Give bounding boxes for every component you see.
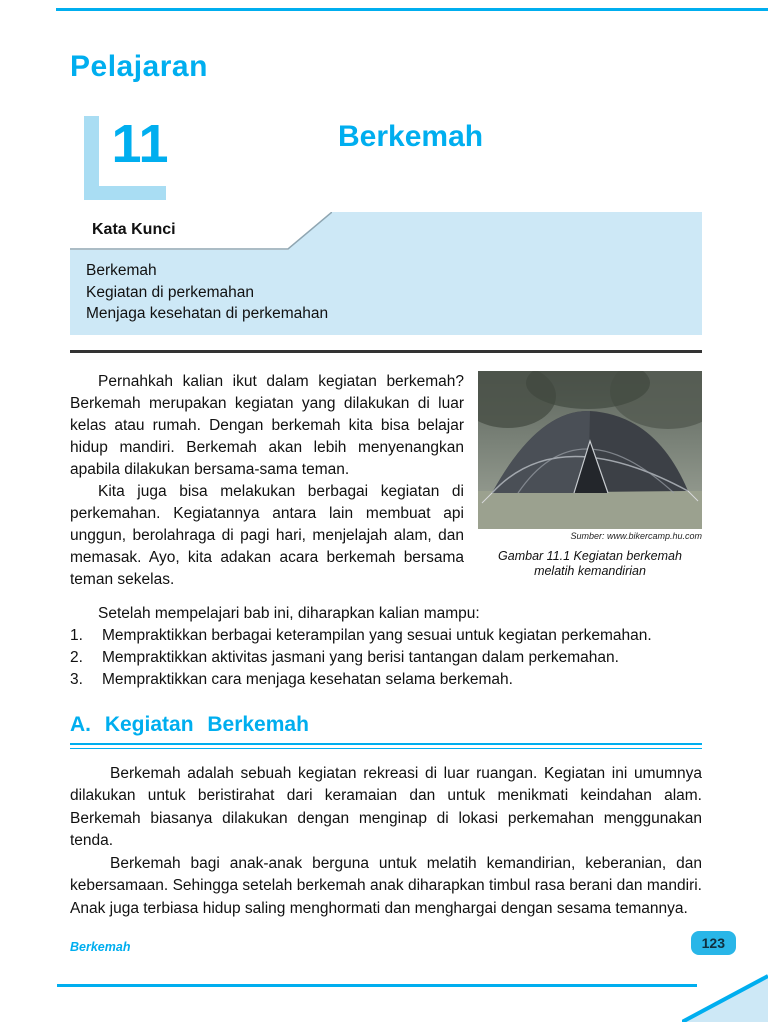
footer-chapter-label: Berkemah [70,940,131,954]
section-divider-rule [70,350,702,353]
objective-number: 2. [70,648,83,666]
figure-caption [478,549,702,579]
tent-photo [478,371,702,529]
figure-source: Sumber: www.bikercamp.hu.com [570,530,702,541]
keyword-item: Kegiatan di perkemahan [86,283,255,301]
figure-caption-line2: melatih kemandirian [534,563,646,578]
objective-text: Mempraktikkan cara menjaga kesehatan selama berkemah. [102,670,513,688]
objective-item [70,669,702,691]
tent-photo-illustration [478,371,702,529]
keywords-band [70,212,332,250]
intro-text [70,371,464,591]
lesson-label: Pelajaran [70,50,208,83]
objective-number: 1. [70,626,83,644]
intro-row [70,371,702,591]
section-a-body [70,763,702,921]
keyword-item: Berkemah [86,262,157,279]
content-column [70,0,702,920]
section-a-underline [70,743,702,749]
objective-number: 3. [70,670,83,688]
figure [478,371,702,591]
keywords-box [70,212,702,335]
section-a-paragraph: Berkemah bagi anak-anak berguna untuk melatih kemandirian, keberanian, dan kebersamaan. Sehingga setelah berkemah anak diharapkan timbul rasa berani dan mandiri. Anak juga terbiasa hidup saling menghormati dan menghargai dengan sesama temannya. [70,854,702,917]
bottom-rule [57,984,697,987]
section-a-heading: A. Kegiatan Berkemah [70,712,309,736]
chapter-title: Berkemah [338,120,484,153]
section-a-paragraph: Berkemah adalah sebuah kegiatan rekreasi di luar ruangan. Kegiatan ini umumnya dilakukan untuk beristirahat dari keramaian dan untuk menikmati keindahan alam. Berkemah biasanya dilakukan dengan menginap di lokasi perkemahan menggunakan tenda. [70,764,702,849]
objective-item [70,625,702,647]
objectives-intro: Setelah mempelajari bab ini, diharapkan kalian mampu: [98,604,480,622]
objective-text: Mempraktikkan aktivitas jasmani yang berisi tantangan dalam perkemahan. [102,648,619,666]
objectives [70,603,702,691]
keyword-item: Menjaga kesehatan di perkemahan [86,305,329,322]
intro-paragraph: Pernahkah kalian ikut dalam kegiatan berkemah? Berkemah merupakan kegiatan yang dilakukan di luar kelas atau rumah. Dengan berkemah kita bisa belajar hidup mandiri. Berkemah akan lebih menyenangkan apabila dilakukan bersama-sama teman. [70,372,464,478]
page-number-badge: 123 [691,931,736,955]
intro-paragraph: Kita juga bisa melakukan berbagai kegiatan di perkemahan. Kegiatannya antara lain membuat api unggun, berolahraga di pagi hari, menjelajah alam, dan memasak. Ayo, kita adakan acara berkemah bersama teman sekelas. [70,482,464,588]
keywords-title: Kata Kunci [92,221,176,238]
lesson-number: 11 [99,102,181,186]
corner-fold-decoration [682,972,768,1022]
objective-item [70,647,702,669]
figure-caption-line1: Gambar 11.1 Kegiatan berkemah [498,548,682,563]
keywords-list [86,260,686,325]
objective-text: Mempraktikkan berbagai keterampilan yang sesuai untuk kegiatan perkemahan. [102,626,652,644]
